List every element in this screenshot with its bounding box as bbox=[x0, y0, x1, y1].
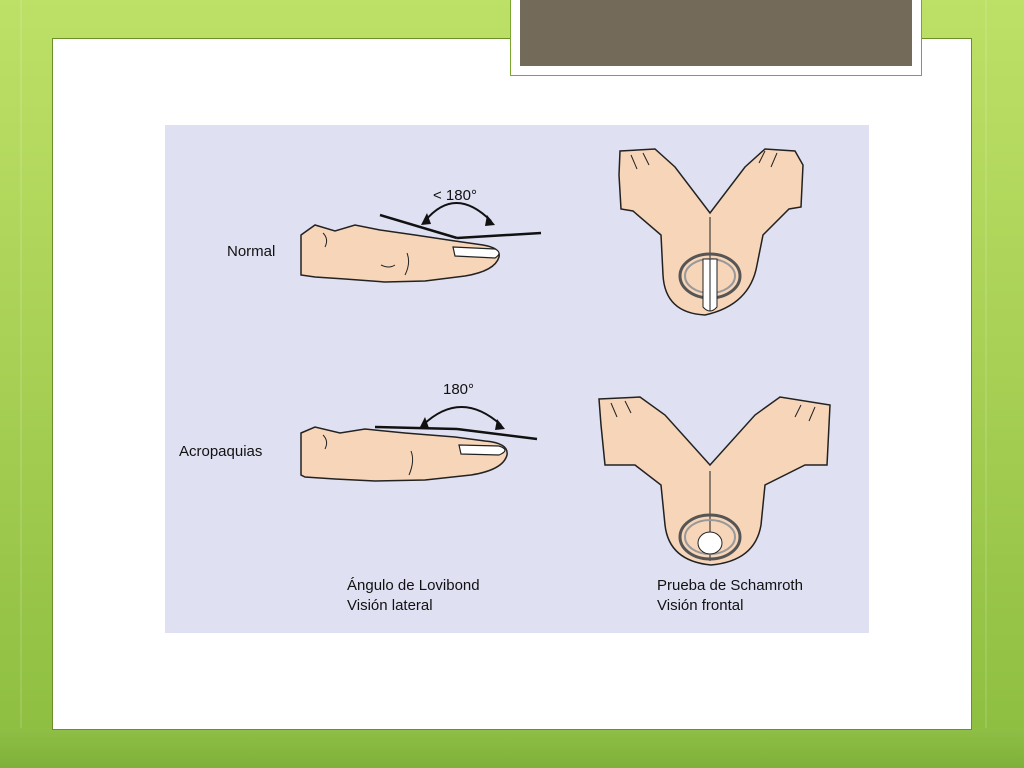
background-stripe bbox=[985, 0, 987, 768]
clubbing-diagram bbox=[165, 125, 869, 633]
background-stripe bbox=[20, 0, 22, 768]
normal-finger-lateral bbox=[301, 225, 499, 282]
angle-label-clubbing: 180° bbox=[443, 381, 475, 398]
clubbed-fingers-frontal bbox=[599, 397, 830, 565]
diagram-drawing bbox=[165, 125, 869, 633]
caption-left-subtitle: Visión lateral bbox=[347, 597, 433, 614]
clubbed-finger-lateral bbox=[301, 427, 507, 481]
angle-label-normal: < 180° bbox=[433, 187, 477, 204]
row-label-normal: Normal bbox=[227, 243, 276, 260]
caption-right-subtitle: Visión frontal bbox=[657, 597, 744, 614]
title-placeholder[interactable] bbox=[510, 0, 922, 76]
background-band bbox=[0, 728, 1024, 768]
row-label-clubbing: Acropaquias bbox=[179, 443, 263, 460]
caption-left-title: Ángulo de Lovibond bbox=[347, 577, 480, 594]
normal-fingers-frontal bbox=[619, 149, 803, 315]
title-bar bbox=[520, 0, 912, 66]
caption-right-title: Prueba de Schamroth bbox=[657, 577, 803, 594]
